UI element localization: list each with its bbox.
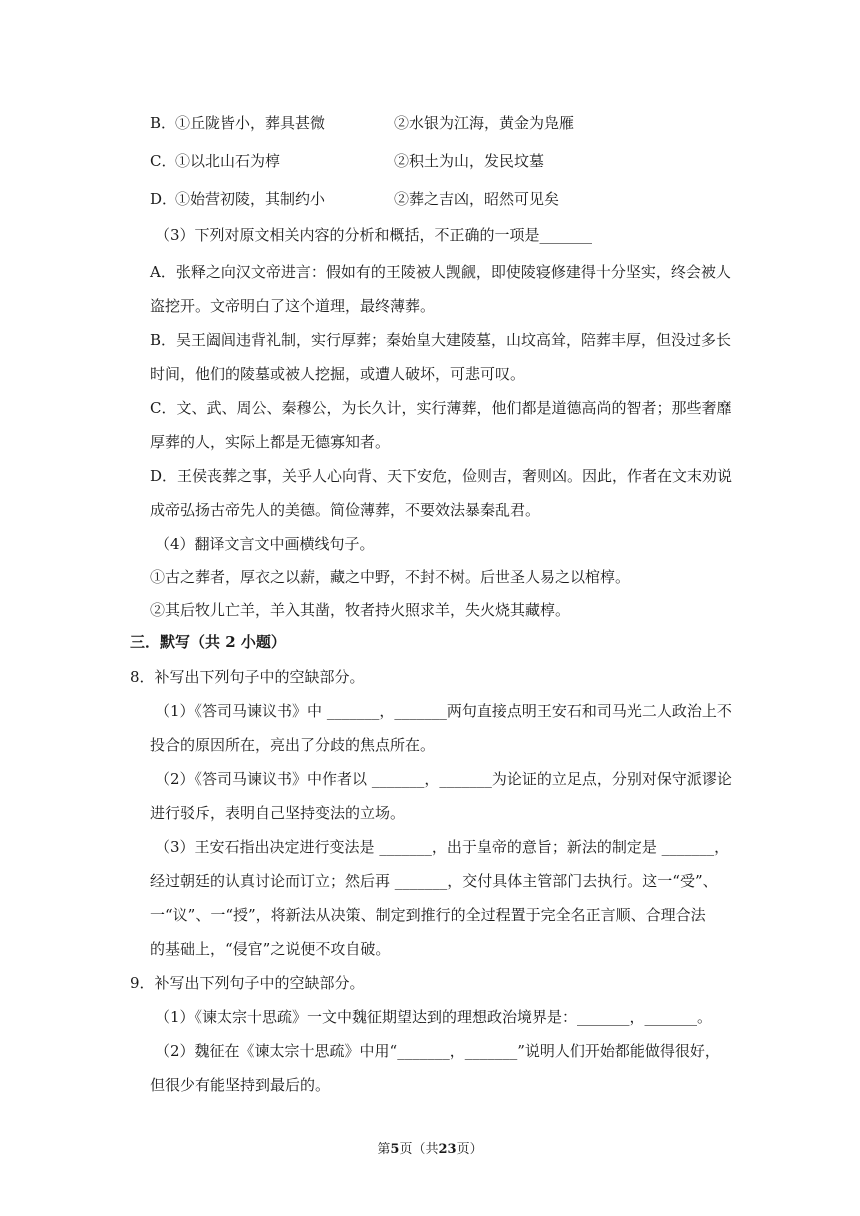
option-b-letter: B． bbox=[150, 114, 177, 132]
q8-part3-line4: 的基础上，“侵官”之说便不攻自破。 bbox=[150, 940, 391, 958]
q8-part3-line1: （3）王安石指出决定进行变法是 _______，出于皇帝的意旨；新法的制定是 _______， bbox=[155, 838, 730, 856]
option-b-part2: ②水银为江海，黄金为凫雁 bbox=[394, 114, 575, 132]
option-d-part1: ①始营初陵，其制约小 bbox=[175, 190, 326, 208]
q9-part2-line2: 但很少有能坚持到最后的。 bbox=[150, 1076, 331, 1094]
question-3-option-b-line1: B．吴王阖闾违背礼制，实行厚葬；秦始皇大建陵墓，山坟高耸，陪葬丰厚，但没过多长 bbox=[150, 331, 732, 349]
option-c-part2: ②积土为山，发民坟墓 bbox=[394, 152, 545, 170]
footer-total-pages: 23 bbox=[438, 1142, 457, 1157]
q8-part3-line3: 一“议”、一“授”，将新法从决策、制定到推行的全过程置于完全名正言顺、合理合法 bbox=[150, 906, 706, 924]
question-3-option-d-line1: D．王侯丧葬之事，关乎人心向背、天下安危，俭则吉，奢则凶。因此，作者在文末劝说 bbox=[150, 467, 733, 485]
question-3-option-b-line2: 时间，他们的陵墓或被人挖掘，或遭人破坏，可悲可叹。 bbox=[150, 365, 526, 383]
question-3-stem: （3）下列对原文相关内容的分析和概括，不正确的一项是_______ bbox=[155, 226, 593, 244]
question-3-option-a-line2: 盗挖开。文帝明白了这个道理，最终薄葬。 bbox=[150, 297, 436, 315]
translate-sentence-2: ②其后牧儿亡羊，羊入其凿，牧者持火照求羊，失火烧其藏椁。 bbox=[150, 601, 571, 619]
translate-sentence-1: ①古之葬者，厚衣之以薪，藏之中野，不封不树。后世圣人易之以棺椁。 bbox=[150, 568, 631, 586]
footer-suffix: 页） bbox=[456, 1142, 483, 1157]
option-d-part2: ②葬之吉凶，昭然可见矣 bbox=[394, 190, 560, 208]
q8-part3-line2: 经过朝廷的认真讨论而订立；然后再 _______，交付具体主管部门去执行。这一“受”、 bbox=[150, 872, 718, 890]
footer-mid: 页（共 bbox=[399, 1142, 439, 1157]
footer-page-number: 5 bbox=[390, 1142, 400, 1157]
q8-part1-line1: （1）《答司马谏议书》中 _______，_______两句直接点明王安石和司马光二人政治上不 bbox=[155, 702, 732, 720]
option-b-part1: ①丘陇皆小，葬具甚微 bbox=[175, 114, 326, 132]
question-3-option-a-line1: A．张释之向汉文帝进言：假如有的王陵被人觊觎，即使陵寝修建得十分坚实，终会被人 bbox=[150, 263, 731, 281]
question-3-option-d-line2: 成帝弘扬古帝先人的美德。简俭薄葬，不要效法暴秦乱君。 bbox=[150, 501, 541, 519]
q9-part1: （1）《谏太宗十思疏》一文中魏征期望达到的理想政治境界是：_______，_______。 bbox=[155, 1008, 713, 1026]
option-c-part1: ①以北山石为椁 bbox=[175, 152, 281, 170]
q8-part2-line1: （2）《答司马谏议书》中作者以 _______，_______为论证的立足点，分别对保守派谬论 bbox=[155, 770, 732, 788]
footer-prefix: 第 bbox=[377, 1142, 391, 1157]
option-d-letter: D． bbox=[150, 190, 178, 208]
section-heading: 三．默写（共 2 小题） bbox=[130, 633, 286, 651]
q9-part2-line1: （2）魏征在《谏太宗十思疏》中用“_______，_______”说明人们开始都能做得很好， bbox=[155, 1042, 720, 1060]
q8-part2-line2: 进行驳斥，表明自己坚持变法的立场。 bbox=[150, 804, 406, 822]
question-4-stem: （4）翻译文言文中画横线句子。 bbox=[155, 535, 375, 553]
question-3-option-c-line2: 厚葬的人，实际上都是无德寡知者。 bbox=[150, 433, 391, 451]
option-c-letter: C． bbox=[150, 152, 177, 170]
question-9-stem: 9．补写出下列句子中的空缺部分。 bbox=[130, 974, 365, 992]
page-footer bbox=[0, 1138, 860, 1157]
q8-part1-line2: 投合的原因所在，亮出了分歧的焦点所在。 bbox=[150, 736, 436, 754]
question-8-stem: 8．补写出下列句子中的空缺部分。 bbox=[130, 668, 365, 686]
question-3-option-c-line1: C．文、武、周公、秦穆公，为长久计，实行薄葬，他们都是道德高尚的智者；那些奢靡 bbox=[150, 399, 732, 417]
